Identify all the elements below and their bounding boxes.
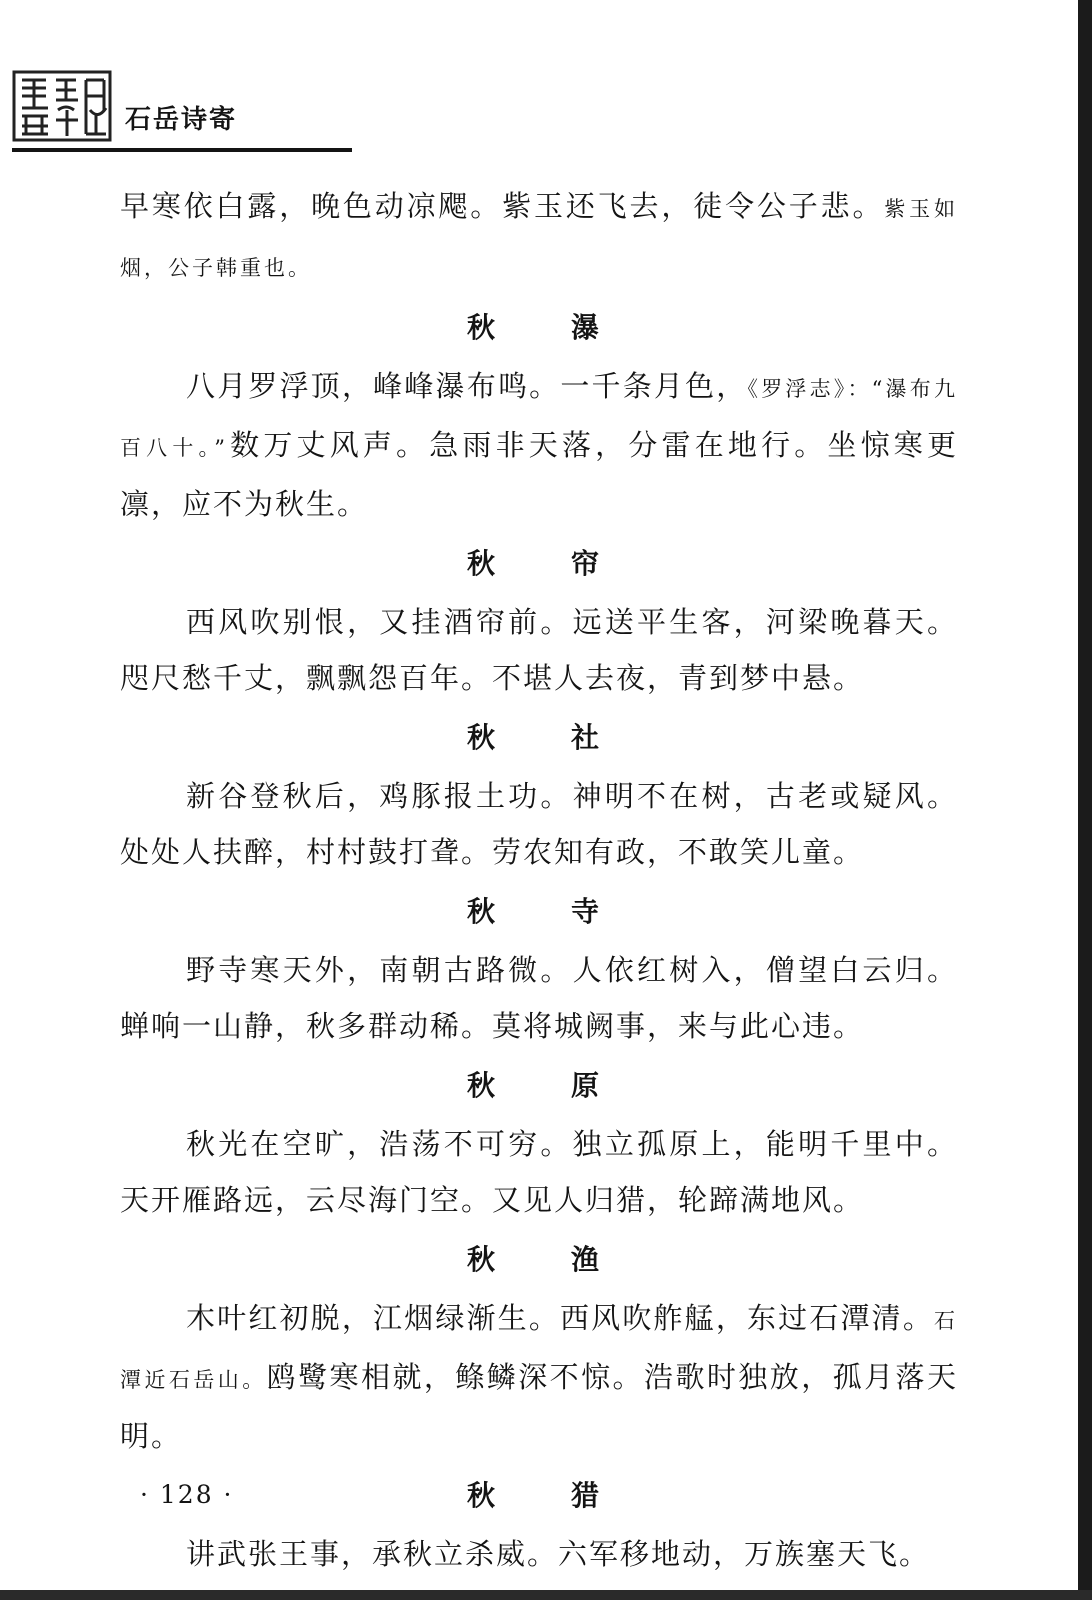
poem-text: 新谷登秋后，鸡豚报土功。神明不在树，古老或疑风。处处人扶醉，村村鼓打聋。劳农知有政，不敢笑儿童。 (120, 779, 958, 869)
poem-title: 秋 原 (466, 1069, 623, 1102)
seal-stamp-icon (12, 70, 112, 142)
poem-title: 秋 猎 (466, 1479, 623, 1512)
poem-body (120, 1116, 958, 1228)
poem-list (120, 298, 958, 1582)
page-header (12, 62, 352, 157)
poem-title: 秋 寺 (466, 895, 623, 928)
scan-edge-bottom (0, 1590, 1092, 1600)
running-title: 石岳诗寄 (125, 105, 238, 135)
header-rule (12, 148, 352, 152)
page-body (120, 178, 958, 1582)
poem-body (120, 942, 958, 1054)
poem-body (120, 594, 958, 706)
poem-title: 秋 社 (466, 721, 623, 754)
poem-text: 鸥鹭寒相就，鲦鳞深不惊。浩歌时独放，孤月落天明。 (120, 1360, 958, 1453)
poem-body (120, 1526, 958, 1582)
poem-text: 西风吹别恨，又挂酒帘前。远送平生客，河梁晚暮天。咫尺愁千丈，飘飘怨百年。不堪人去夜，青到梦中悬。 (120, 605, 958, 695)
scan-edge-right (1078, 0, 1092, 1600)
opening-text: 早寒依白露，晚色动凉飔。紫玉还飞去，徒令公子悲。 (120, 189, 885, 223)
poem-body (120, 1290, 958, 1464)
poem-title: 秋 瀑 (466, 311, 623, 344)
poem-annotation: 《罗浮志》：“瀑布九百八十。” (120, 377, 958, 460)
page-number: · 128 · (140, 1480, 234, 1509)
poem-text: 木叶红初脱，江烟绿渐生。西风吹舴艋，东过石潭清。 (186, 1301, 934, 1335)
opening-paragraph (120, 178, 958, 296)
poem-title: 秋 渔 (466, 1243, 623, 1276)
poem-text: 数万丈风声。急雨非天落，分雷在地行。坐惊寒更凛，应不为秋生。 (120, 428, 958, 521)
poem-text: 野寺寒天外，南朝古路微。人依红树入，僧望白云归。蝉响一山静，秋多群动稀。莫将城阙事，来与此心违。 (120, 953, 958, 1043)
poem-body (120, 358, 958, 532)
poem-body (120, 768, 958, 880)
poem-title: 秋 帘 (466, 547, 623, 580)
poem-text: 秋光在空旷，浩荡不可穷。独立孤原上，能明千里中。天开雁路远，云尽海门空。又见人归猎，轮蹄满地风。 (120, 1127, 958, 1217)
poem-text: 八月罗浮顶，峰峰瀑布鸣。一千条月色， (186, 369, 748, 403)
opening-note: 紫玉如烟，公子韩重也。 (120, 197, 958, 280)
poem-text: 讲武张王事，承秋立杀威。六军移地动，万族塞天飞。 (186, 1537, 931, 1571)
poem-annotation: 石潭近石岳山。 (120, 1309, 958, 1392)
